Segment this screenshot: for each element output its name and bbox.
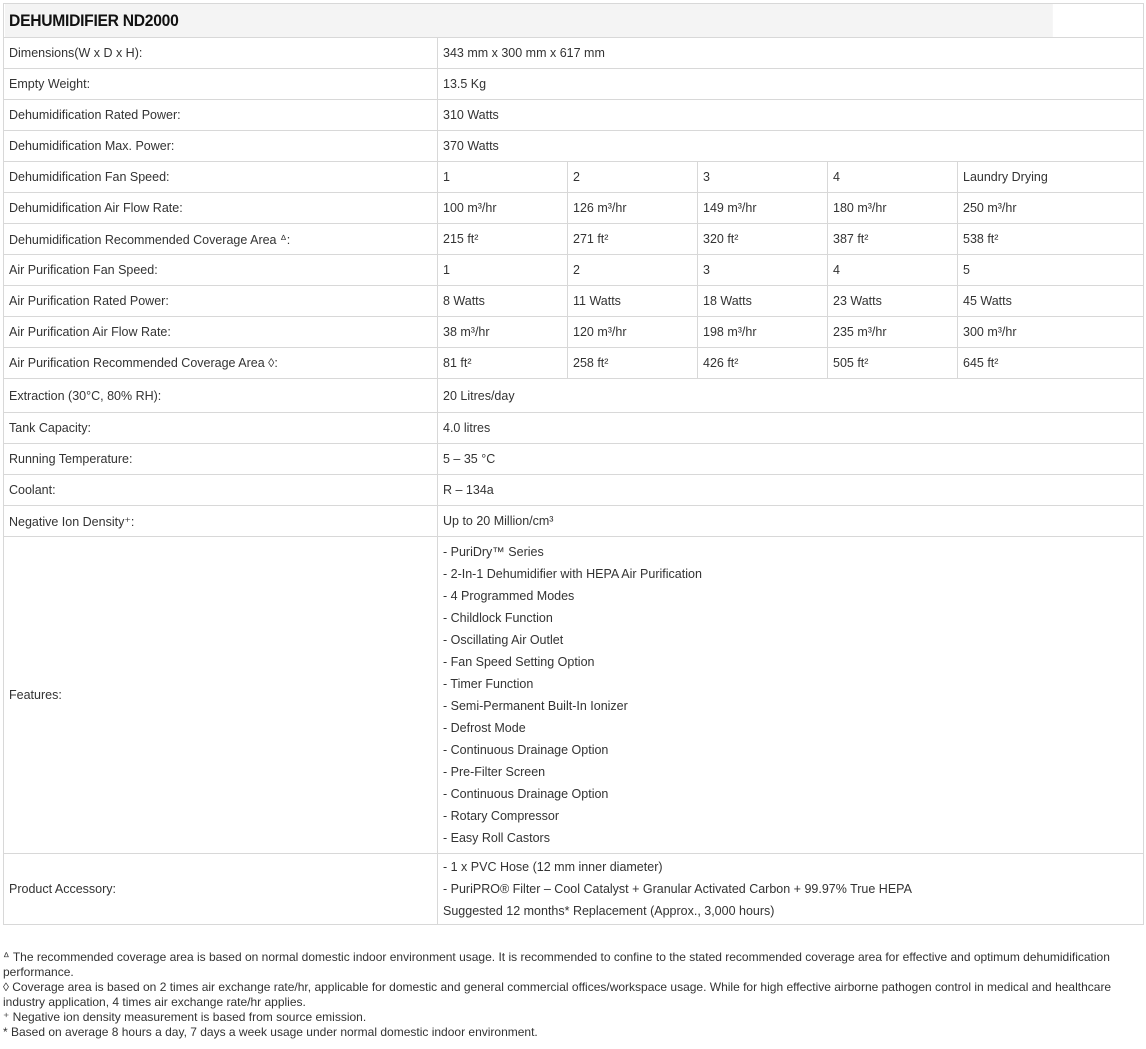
table-row — [4, 100, 1144, 131]
footnote: ◊ Coverage area is based on 2 times air exchange rate/hr, applicable for domestic and general commercial offices/workspace usage. While for high effective airborne pathogen control in medical and healthcare industry application, 4 times air exchange rate/hr applies. — [3, 980, 1112, 1009]
row-value: 5 — [958, 255, 1144, 286]
table-title: DEHUMIDIFIER ND2000 — [4, 4, 1053, 38]
row-value: 3 — [698, 162, 828, 193]
row-label: Tank Capacity: — [4, 413, 438, 444]
table-row — [4, 379, 1144, 413]
feature-item: - Continuous Drainage Option — [443, 743, 609, 757]
feature-item: - Easy Roll Castors — [443, 831, 550, 845]
row-value: 45 Watts — [958, 286, 1144, 317]
row-value: 4 — [828, 162, 958, 193]
row-value: 250 m³/hr — [958, 193, 1144, 224]
row-value: 538 ft² — [958, 224, 1144, 255]
row-value: 343 mm x 300 mm x 617 mm — [438, 38, 1144, 69]
feature-item: - Defrost Mode — [443, 721, 526, 735]
row-label: Features: — [4, 537, 438, 854]
feature-item: - 4 Programmed Modes — [443, 589, 575, 603]
row-label: Extraction (30°C, 80% RH): — [4, 379, 438, 413]
row-value: 387 ft² — [828, 224, 958, 255]
row-value: 81 ft² — [438, 348, 568, 379]
table-row — [4, 193, 1144, 224]
table-row — [4, 224, 1144, 255]
table-row — [4, 348, 1144, 379]
row-value: 426 ft² — [698, 348, 828, 379]
feature-item: - Childlock Function — [443, 611, 553, 625]
row-value: 38 m³/hr — [438, 317, 568, 348]
accessory-row — [4, 854, 1144, 925]
footnote: ᐞ The recommended coverage area is based on normal domestic indoor environment usage. It is recommended to confine to the stated recommended coverage area for effective and optimum dehumidification performance. — [3, 950, 1110, 979]
row-value: 2 — [568, 255, 698, 286]
features-row — [4, 537, 1144, 854]
table-row — [4, 131, 1144, 162]
row-label: Negative Ion Density⁺: — [4, 506, 438, 537]
row-value: 215 ft² — [438, 224, 568, 255]
accessory-list — [438, 854, 1144, 925]
row-value: 8 Watts — [438, 286, 568, 317]
feature-item: - Timer Function — [443, 677, 534, 691]
row-label: Dehumidification Air Flow Rate: — [4, 193, 438, 224]
row-label: Dehumidification Max. Power: — [4, 131, 438, 162]
row-value: 310 Watts — [438, 100, 1144, 131]
row-value: 120 m³/hr — [568, 317, 698, 348]
row-value: 180 m³/hr — [828, 193, 958, 224]
footnotes — [3, 950, 1123, 1040]
row-value: 370 Watts — [438, 131, 1144, 162]
row-label: Air Purification Rated Power: — [4, 286, 438, 317]
feature-item: - Rotary Compressor — [443, 809, 559, 823]
row-value: R – 134a — [438, 475, 1144, 506]
row-label: Air Purification Air Flow Rate: — [4, 317, 438, 348]
row-value: 100 m³/hr — [438, 193, 568, 224]
row-value: 505 ft² — [828, 348, 958, 379]
feature-item: - Fan Speed Setting Option — [443, 655, 595, 669]
footnote: * Based on average 8 hours a day, 7 days a week usage under normal domestic indoor environment. — [3, 1025, 538, 1039]
features-list — [438, 537, 1144, 854]
row-value: 11 Watts — [568, 286, 698, 317]
row-value: 320 ft² — [698, 224, 828, 255]
row-value: 18 Watts — [698, 286, 828, 317]
row-value: 258 ft² — [568, 348, 698, 379]
feature-item: - Continuous Drainage Option — [443, 787, 609, 801]
row-value: Laundry Drying — [958, 162, 1144, 193]
table-row — [4, 38, 1144, 69]
row-label: Air Purification Recommended Coverage Area ◊: — [4, 348, 438, 379]
feature-item: - Pre-Filter Screen — [443, 765, 546, 779]
table-row — [4, 255, 1144, 286]
row-value: 1 — [438, 162, 568, 193]
row-value: 2 — [568, 162, 698, 193]
table-row — [4, 475, 1144, 506]
table-row — [4, 69, 1144, 100]
row-value: 3 — [698, 255, 828, 286]
row-label: Air Purification Fan Speed: — [4, 255, 438, 286]
row-value: 5 – 35 °C — [438, 444, 1144, 475]
table-row — [4, 413, 1144, 444]
row-label: Dehumidification Rated Power: — [4, 100, 438, 131]
row-value: Up to 20 Million/cm³ — [438, 506, 1144, 537]
row-value: 300 m³/hr — [958, 317, 1144, 348]
feature-item: - 2-In-1 Dehumidifier with HEPA Air Purification — [443, 567, 702, 581]
accessory-item: Suggested 12 months* Replacement (Approx., 3,000 hours) — [443, 904, 775, 918]
row-value: 4.0 litres — [438, 413, 1144, 444]
accessory-item: - PuriPRO® Filter – Cool Catalyst + Granular Activated Carbon + 99.97% True HEPA — [443, 882, 912, 896]
table-row — [4, 444, 1144, 475]
row-label: Product Accessory: — [4, 854, 438, 925]
footnote: ⁺ Negative ion density measurement is based from source emission. — [3, 1010, 367, 1024]
row-value: 149 m³/hr — [698, 193, 828, 224]
row-value: 23 Watts — [828, 286, 958, 317]
row-label: Empty Weight: — [4, 69, 438, 100]
table-row — [4, 506, 1144, 537]
row-value: 271 ft² — [568, 224, 698, 255]
row-value: 645 ft² — [958, 348, 1144, 379]
row-label: Dimensions(W x D x H): — [4, 38, 438, 69]
row-value: 235 m³/hr — [828, 317, 958, 348]
row-value: 198 m³/hr — [698, 317, 828, 348]
row-label: Dehumidification Recommended Coverage Area ᐞ: — [4, 224, 438, 255]
row-value: 20 Litres/day — [438, 379, 1144, 413]
spec-table — [3, 3, 1144, 925]
row-label: Coolant: — [4, 475, 438, 506]
table-row — [4, 162, 1144, 193]
row-value: 4 — [828, 255, 958, 286]
feature-item: - Oscillating Air Outlet — [443, 633, 564, 647]
table-row — [4, 286, 1144, 317]
row-label: Running Temperature: — [4, 444, 438, 475]
row-value: 13.5 Kg — [438, 69, 1144, 100]
row-value: 1 — [438, 255, 568, 286]
row-value: 126 m³/hr — [568, 193, 698, 224]
table-row — [4, 317, 1144, 348]
accessory-item: - 1 x PVC Hose (12 mm inner diameter) — [443, 860, 663, 874]
row-label: Dehumidification Fan Speed: — [4, 162, 438, 193]
feature-item: - PuriDry™ Series — [443, 545, 544, 559]
feature-item: - Semi-Permanent Built-In Ionizer — [443, 699, 628, 713]
